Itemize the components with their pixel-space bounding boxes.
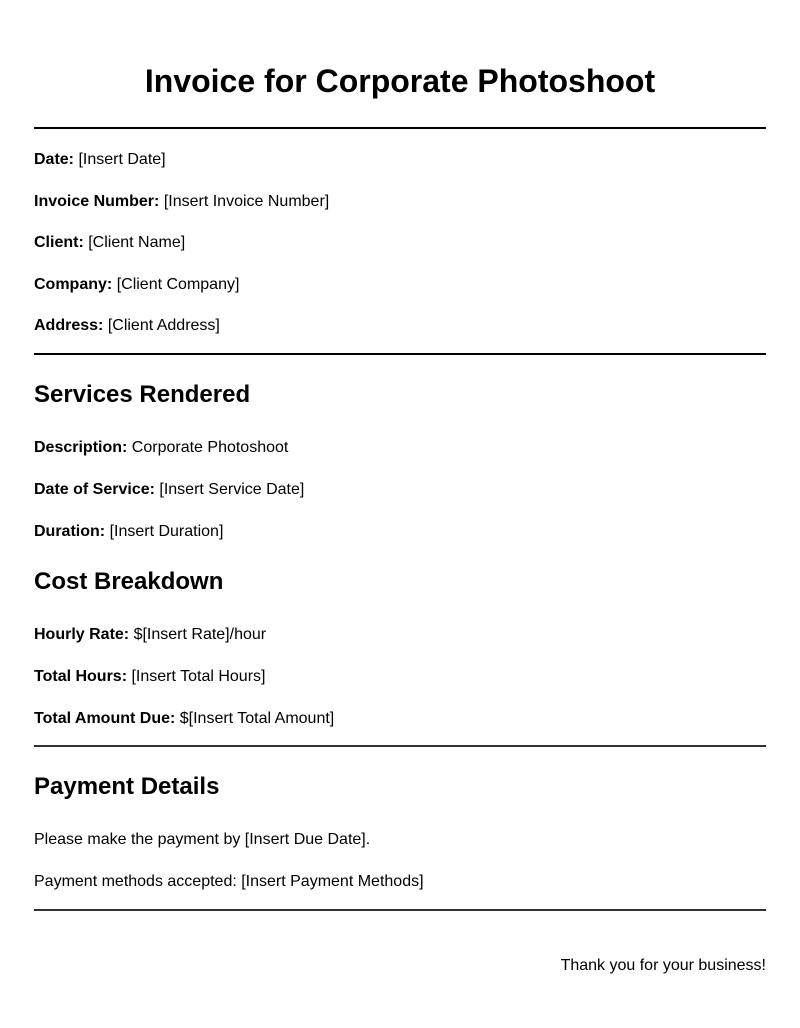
service-date-label: Date of Service: <box>34 481 155 498</box>
description-value: Corporate Photoshoot <box>131 439 289 456</box>
duration-value: [Insert Duration] <box>109 523 224 540</box>
company-value: [Client Company] <box>116 276 240 293</box>
service-date-field <box>34 480 304 500</box>
total-hours-value: [Insert Total Hours] <box>131 668 266 685</box>
divider-details <box>34 353 766 355</box>
payment-methods-text: Payment methods accepted: [Insert Payment Methods] <box>34 873 424 890</box>
service-date-value: [Insert Service Date] <box>159 481 305 498</box>
payment-due-text: Please make the payment by [Insert Due Date]. <box>34 831 371 848</box>
address-value: [Client Address] <box>107 317 220 334</box>
address-field <box>34 316 220 336</box>
divider-payment <box>34 909 766 911</box>
hourly-rate-field <box>34 625 266 645</box>
date-field <box>34 150 166 170</box>
invoice-number-label: Invoice Number: <box>34 193 160 210</box>
invoice-number-field <box>34 192 329 212</box>
divider-cost <box>34 745 766 747</box>
total-hours-field <box>34 667 265 687</box>
payment-heading: Payment Details <box>34 773 220 800</box>
address-label: Address: <box>34 317 104 334</box>
duration-field <box>34 522 223 542</box>
total-amount-field <box>34 709 334 729</box>
services-heading: Services Rendered <box>34 381 251 408</box>
company-field <box>34 275 239 295</box>
client-label: Client: <box>34 234 84 251</box>
invoice-number-value: [Insert Invoice Number] <box>163 193 330 210</box>
total-amount-value: $[Insert Total Amount] <box>179 710 335 727</box>
thank-you-note: Thank you for your business! <box>560 957 766 974</box>
cost-heading: Cost Breakdown <box>34 568 224 595</box>
date-value: [Insert Date] <box>78 151 166 168</box>
duration-label: Duration: <box>34 523 106 540</box>
total-amount-label: Total Amount Due: <box>34 710 176 727</box>
divider-top <box>34 127 766 129</box>
hourly-rate-value: $[Insert Rate]/hour <box>133 626 267 643</box>
date-label: Date: <box>34 151 75 168</box>
invoice-title: Invoice for Corporate Photoshoot <box>144 63 656 99</box>
description-label: Description: <box>34 439 128 456</box>
description-field <box>34 438 288 458</box>
total-hours-label: Total Hours: <box>34 668 128 685</box>
company-label: Company: <box>34 276 113 293</box>
client-field <box>34 233 185 253</box>
hourly-rate-label: Hourly Rate: <box>34 626 130 643</box>
client-value: [Client Name] <box>88 234 186 251</box>
